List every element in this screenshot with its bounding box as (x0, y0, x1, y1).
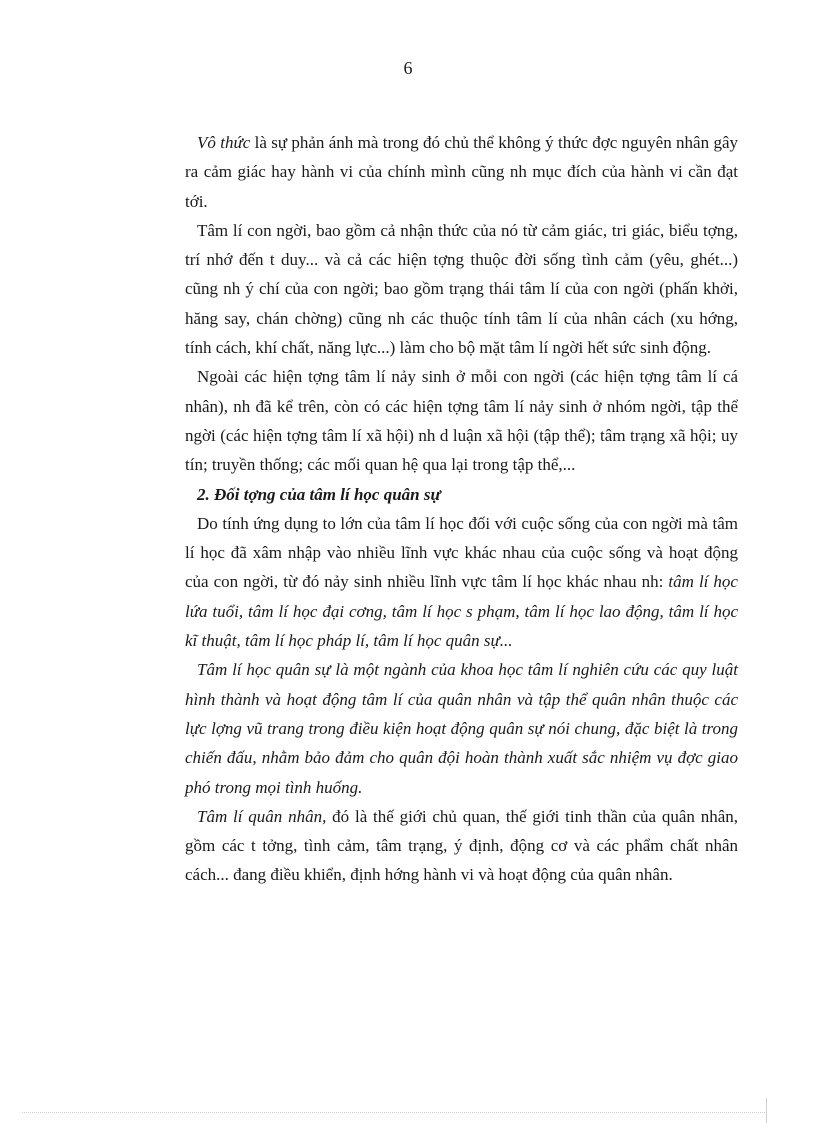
paragraph-text: Ngoài các hiện tợng tâm lí nảy sinh ở mỗi con ngời (các hiện tợng tâm lí cá nhân), nh đã kể trên, còn có các hiện tợng tâm lí nảy sinh ở nhóm ngời, tập thể ngời (các hiện tợng tâm lí xã hội) nh d luận xã hội (tập thể); tâm trạng xã hội; uy tín; truyền thống; các mối quan hệ qua lại trong tập thể,... (185, 367, 738, 475)
term-vo-thuc: Vô thức (197, 133, 251, 152)
footer-dotted-line (22, 1112, 767, 1114)
paragraph-text: Tâm lí con ngời, bao gồm cả nhận thức của nó từ cảm giác, tri giác, biểu tợng, trí nhớ đến t duy... và cả các hiện tợng thuộc đời sống tình cảm (yêu, ghét...) cũng nh ý chí của con ngời; bao gồm trạng thái tâm lí của con ngời (phấn khởi, hăng say, chán chờng) cũng nh các thuộc tính tâm lí của nhân cách (xu hớng, tính cách, khí chất, năng lực...) làm cho bộ mặt tâm lí ngời hết sức sinh động. (185, 220, 738, 358)
paragraph-tam-li-quan-nhan (185, 802, 738, 890)
paragraph-vo-thuc (185, 128, 738, 216)
paragraph-hien-tuong-xa-hoi (185, 362, 738, 479)
paragraph-text: Do tính ứng dụng to lớn của tâm lí học đối với cuộc sống của con ngời mà tâm lí học đã xâm nhập vào nhiều lĩnh vực khác nhau của cuộc sống và hoạt động của con ngời, từ đó nảy sinh nhiều lĩnh vực tâm lí học khác nhau nh: (185, 513, 738, 592)
paragraph-ung-dung (185, 509, 738, 655)
paragraph-text: đó là thế giới chủ quan, thế giới tinh thần của quân nhân, gồm các t tởng, tình cảm, tâm trạng, ý định, động cơ và các phẩm chất nhân cách... đang điều khiển, định hớng hành vi và hoạt động của quân nhân. (185, 806, 738, 885)
term-tam-li-quan-nhan: Tâm lí quân nhân, (197, 806, 327, 826)
italic-list: tâm lí học lứa tuổi, tâm lí học đại cơng, tâm lí học s phạm, tâm lí học lao động, tâm lí học kĩ thuật, tâm lí học pháp lí, tâm lí học quân sự... (185, 572, 738, 651)
paragraph-text: là sự phản ánh mà trong đó chủ thể không ý thức đợc nguyên nhân gây ra cảm giác hay hành vi của chính mình cũng nh mục đích của hành vi cần đạt tới. (185, 133, 738, 211)
footer-tick (766, 1098, 767, 1123)
section-heading: 2. Đối tợng của tâm lí học quân sự (197, 484, 441, 504)
document-body (185, 128, 738, 890)
paragraph-definition: Tâm lí học quân sự là một ngành của khoa học tâm lí nghiên cứu các quy luật hình thành và hoạt động tâm lí của quân nhân và tập thể quân nhân thuộc các lực lợng vũ trang trong điều kiện hoạt động quân sự nói chung, đặc biệt là trong chiến đấu, nhằm bảo đảm cho quân đội hoàn thành xuất sắc nhiệm vụ đợc giao phó trong mọi tình huống. (185, 660, 738, 797)
page-number: 6 (403, 58, 413, 78)
paragraph-tam-li-con-nguoi (185, 216, 738, 362)
